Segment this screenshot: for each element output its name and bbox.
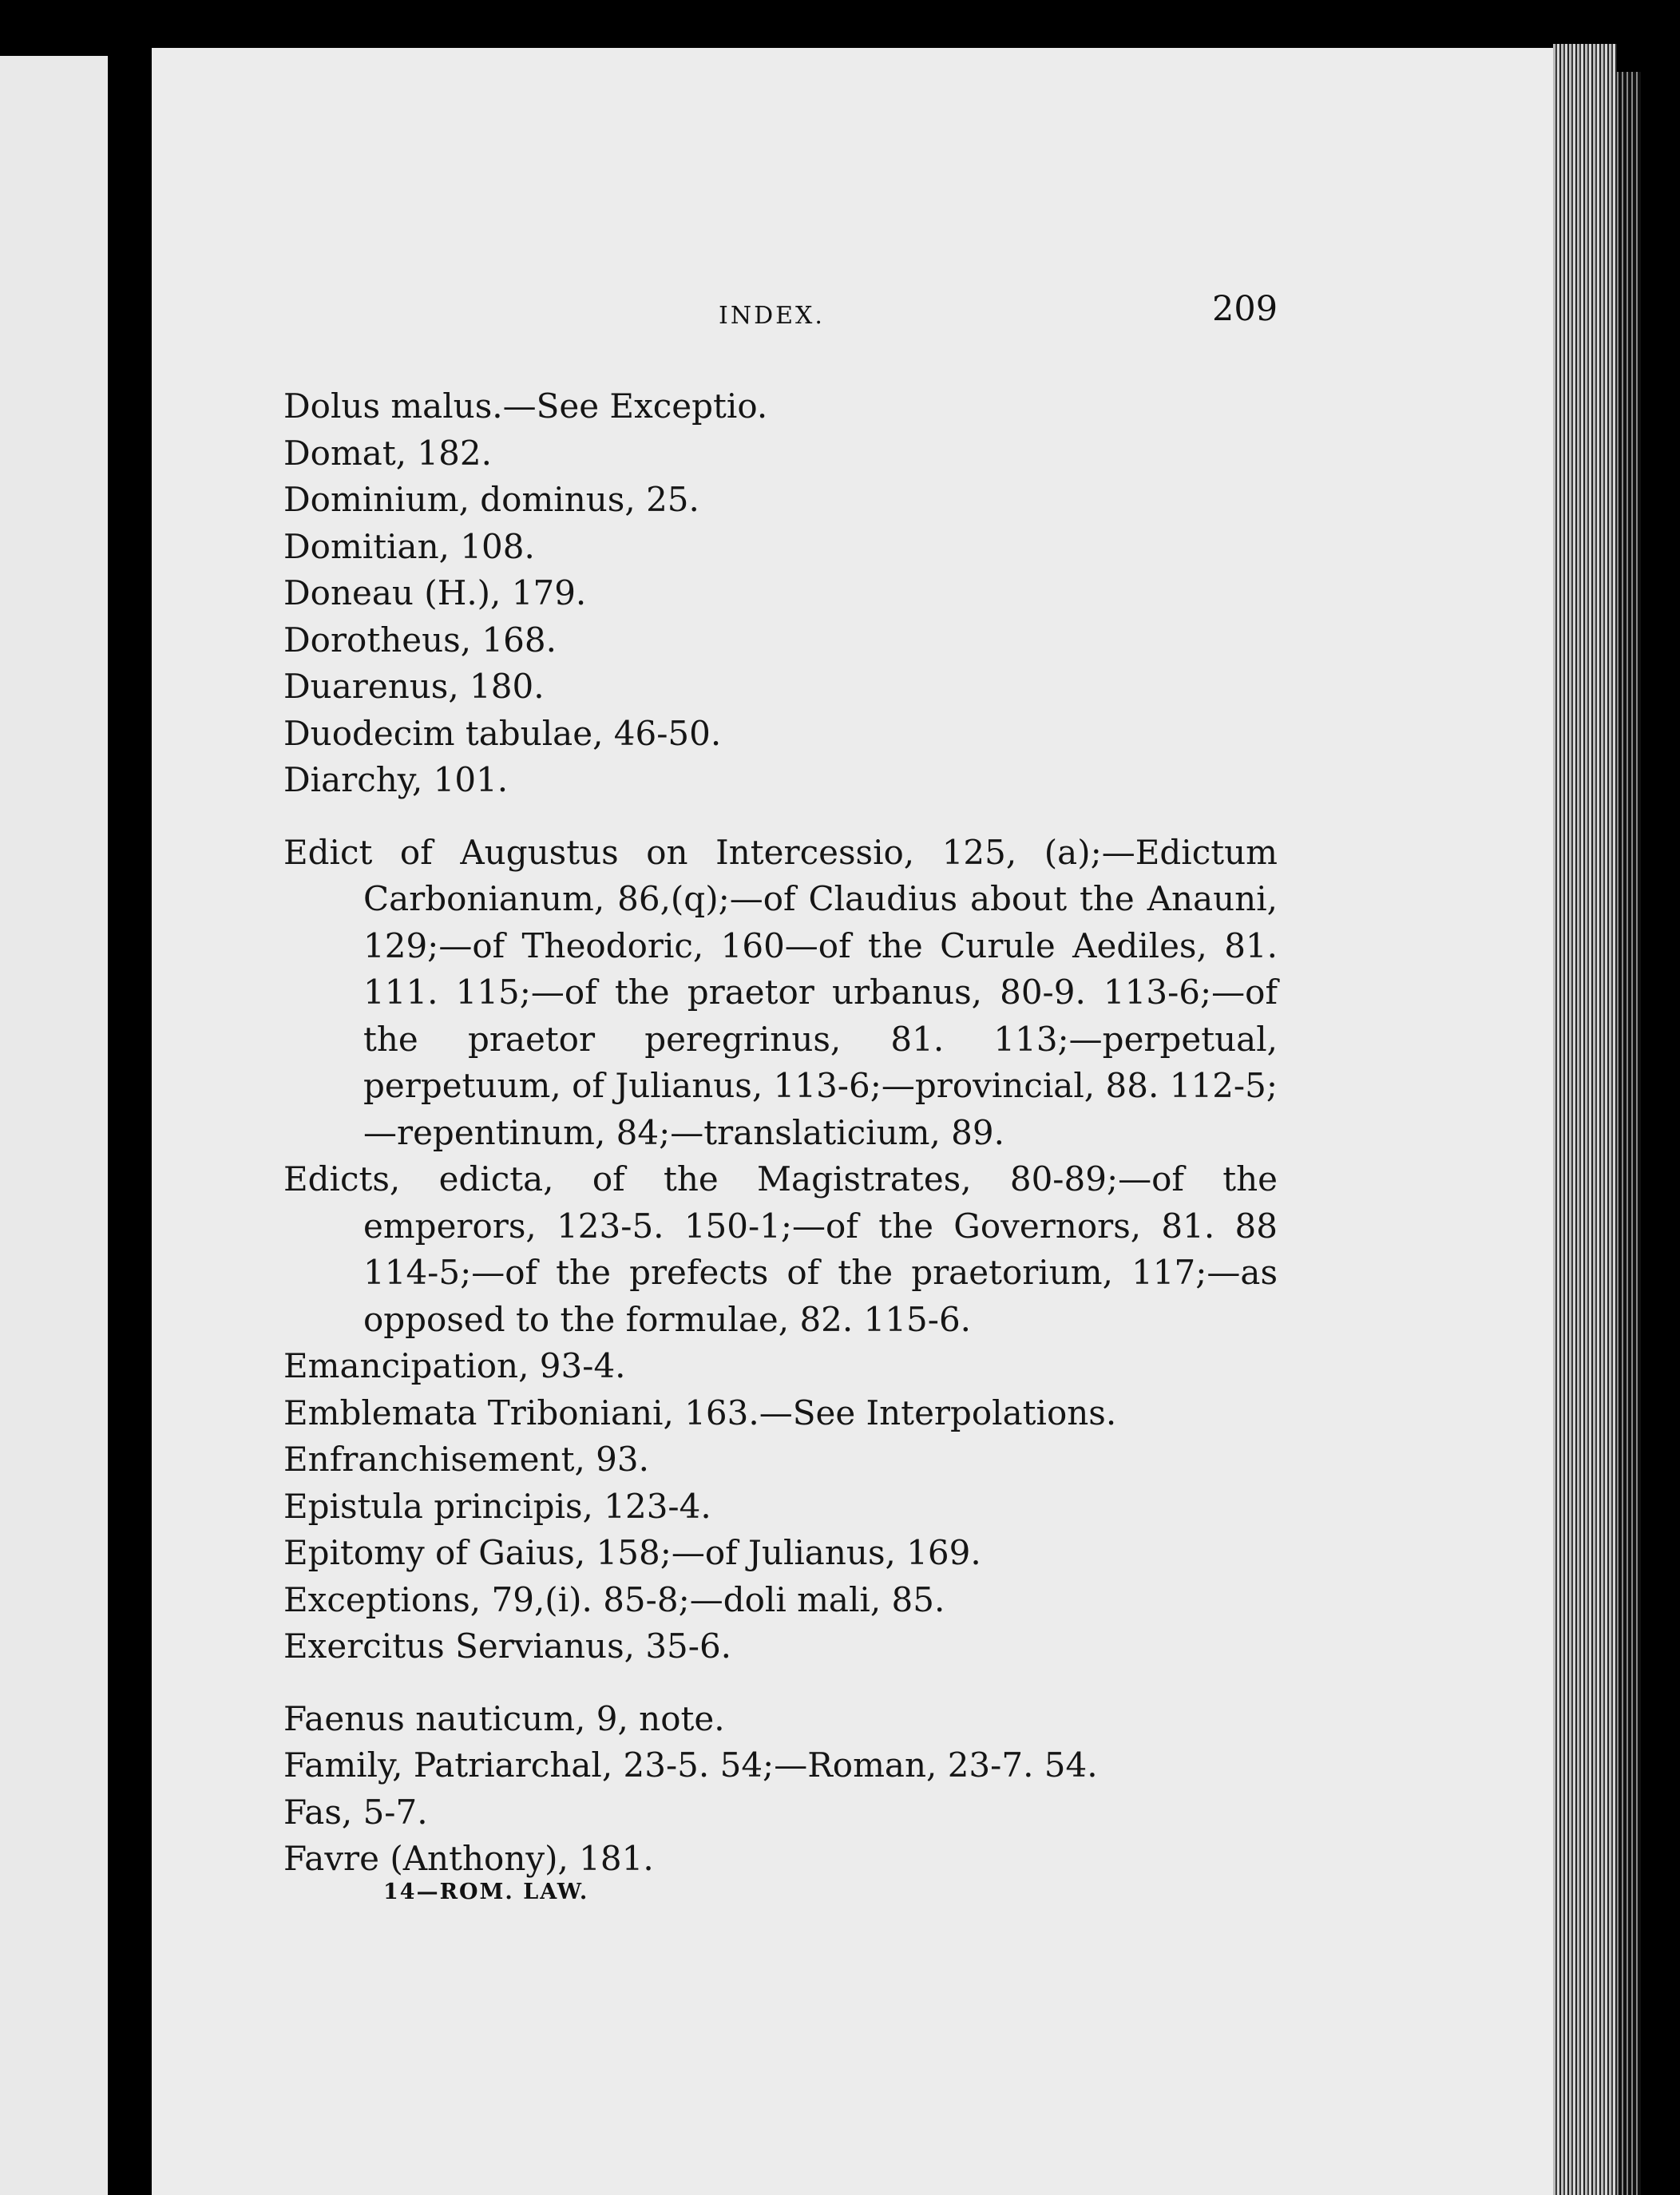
index-entry: Exercitus Servianus, 35-6. — [283, 1626, 732, 1666]
index-entry: Dominium, dominus, 25. — [283, 480, 699, 519]
index-entry: Domat, 182. — [283, 433, 492, 473]
index-entry: Edicts, edicta, of the Magistrates, 80-89;—of the emperors, 123-5. 150-1;—of the Governors, 81. 88 114-5;—of the prefects of the praetorium, 117;—as opposed to the formulae, 82. 115-6. — [283, 1159, 1278, 1339]
index-entry: Emancipation, 93-4. — [283, 1346, 626, 1385]
index-entry: Epistula principis, 123-4. — [283, 1486, 711, 1526]
index-entry: Faenus nauticum, 9, note. — [283, 1698, 725, 1738]
index-entry: Diarchy, 101. — [283, 760, 509, 799]
index-entry: Favre (Anthony), 181. — [283, 1839, 654, 1878]
index-entry: Exceptions, 79,(i). 85-8;—doli mali, 85. — [283, 1579, 945, 1619]
page-stack-edges-outer — [1617, 72, 1641, 2195]
index-entry: Dolus malus.—See Exceptio. — [283, 386, 768, 426]
index-entry: Emblemata Triboniani, 163.—See Interpolations. — [283, 1393, 1117, 1432]
signature-mark: 14—ROM. LAW. — [383, 1880, 589, 1904]
index-entry: Epitomy of Gaius, 158;—of Julianus, 169. — [283, 1533, 981, 1572]
running-head: INDEX. — [719, 302, 825, 330]
index-entry: Dorotheus, 168. — [283, 620, 557, 660]
index-entries — [283, 383, 1278, 1883]
index-entry: Duarenus, 180. — [283, 667, 545, 706]
index-entry: Edict of Augustus on Intercessio, 125, (a);—Edictum Carbonianum, 86,(q);—of Claudius about the Anauni, 129;—of Theodoric, 160—of the Curule Aediles, 81. 111. 115;—of the praetor urbanus, 80-9. 113-6;—of the praetor peregrinus, 81. 113;—perpetual, perpetuum, of Julianus, 113-6;—provincial, 88. 112-5;—repentinum, 84;—translaticium, 89. — [283, 832, 1278, 1152]
index-entry: Enfranchisement, 93. — [283, 1440, 649, 1479]
index-entry: Family, Patriarchal, 23-5. 54;—Roman, 23-7. 54. — [283, 1745, 1098, 1785]
index-entry: Domitian, 108. — [283, 526, 535, 566]
index-entry: Duodecim tabulae, 46-50. — [283, 713, 722, 753]
page-stack-edges — [1553, 44, 1617, 2195]
index-entry: Doneau (H.), 179. — [283, 573, 587, 612]
page-number: 209 — [1212, 289, 1278, 329]
index-entry: Fas, 5-7. — [283, 1792, 428, 1832]
facing-page-edge — [0, 56, 108, 2195]
